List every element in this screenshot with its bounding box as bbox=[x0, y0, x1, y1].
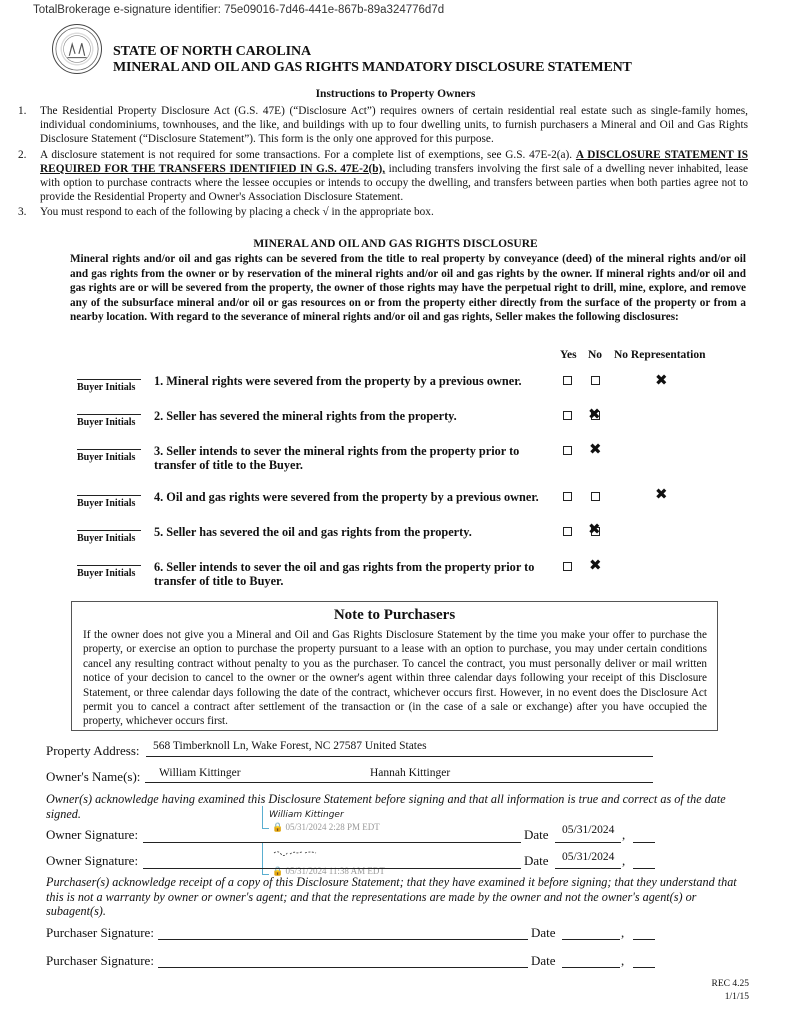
purchaser-year-1-line[interactable] bbox=[633, 939, 655, 940]
property-address-label: Property Address: bbox=[46, 743, 140, 758]
instruction-item-2 bbox=[18, 148, 748, 205]
owner-date-2-input[interactable]: 05/31/2024 bbox=[562, 851, 615, 863]
buyer-initials-field[interactable]: Buyer Initials bbox=[77, 379, 141, 393]
question-text: 3. Seller intends to sever the mineral rights from the property prior to transfer of title to the Buyer. bbox=[154, 444, 520, 472]
checkbox-yes[interactable] bbox=[563, 446, 572, 455]
owner-date-2-label: Date bbox=[524, 853, 549, 868]
signature-bracket bbox=[262, 806, 263, 828]
checkbox-yes[interactable] bbox=[563, 562, 572, 571]
question-text: 5. Seller has severed the oil and gas rights from the property. bbox=[154, 525, 472, 539]
owner-acknowledgement: Owner(s) acknowledge having examined this Disclosure Statement before signing and that all information is true and correct as of the date signed. bbox=[46, 792, 726, 821]
seal-emblem-icon bbox=[53, 25, 101, 73]
instruction-number: 1. bbox=[18, 105, 27, 117]
note-title: Note to Purchasers bbox=[333, 607, 456, 623]
owner-signature-1-stamp bbox=[272, 822, 380, 833]
form-date: 1/1/15 bbox=[724, 992, 749, 1002]
purchaser-date-2-label: Date bbox=[531, 953, 556, 968]
purchaser-date-2-line[interactable] bbox=[562, 967, 620, 968]
column-no: No bbox=[588, 349, 603, 361]
signature-bracket bbox=[262, 843, 263, 874]
title-form: MINERAL AND OIL AND GAS RIGHTS MANDATORY DISCLOSURE STATEMENT bbox=[113, 60, 632, 75]
question-text: 2. Seller has severed the mineral rights from the property. bbox=[154, 409, 457, 423]
lock-icon: 🔒 bbox=[272, 866, 284, 876]
instruction-text-before: A disclosure statement is not required for some transactions. For a complete list of exemptions, see G.S. 47E-2(a). bbox=[40, 148, 576, 161]
checkbox-yes[interactable] bbox=[563, 376, 572, 385]
checkmark-no-representation-icon[interactable]: ✖ bbox=[655, 371, 668, 389]
checkmark-no-icon[interactable]: ✖ bbox=[588, 405, 601, 423]
checkbox-no[interactable] bbox=[591, 492, 600, 501]
owner-signature-2-line[interactable] bbox=[143, 868, 521, 869]
date-comma: , bbox=[621, 925, 625, 940]
esignature-identifier: TotalBrokerage e-signature identifier: 75e09016-7d46-441e-867b-89a324776d7d bbox=[33, 4, 445, 16]
form-footer bbox=[712, 978, 749, 1004]
title-state: STATE OF NORTH CAROLINA bbox=[113, 44, 312, 59]
note-to-purchasers-box bbox=[71, 601, 718, 731]
owners-name-line bbox=[145, 782, 653, 783]
owners-name-label: Owner's Name(s): bbox=[46, 769, 141, 784]
checkbox-yes[interactable] bbox=[563, 527, 572, 536]
question-text: 4. Oil and gas rights were severed from the property by a previous owner. bbox=[154, 490, 539, 504]
owner-date-1-input[interactable]: 05/31/2024 bbox=[562, 824, 615, 836]
purchaser-acknowledgement: Purchaser(s) acknowledge receipt of a copy of this Disclosure Statement; that they have examined it before signing; that they understand that this is not a warranty by owner or owner's agent; and that the representations are made by the owner and not the owner's agent(s) or subagent(s). bbox=[46, 875, 737, 919]
owner-date-1-line bbox=[555, 842, 621, 843]
instruction-emphasis: A DISCLOSURE STATEMENT IS REQUIRED FOR THE TRANSFERS IDENTIFIED IN G.S. 47E-2(b), bbox=[40, 148, 748, 175]
owner-name-1-input[interactable]: William Kittinger bbox=[159, 767, 241, 779]
date-comma: , bbox=[622, 827, 626, 842]
nc-seal-icon bbox=[52, 24, 102, 74]
owner-name-2-input[interactable]: Hannah Kittinger bbox=[370, 767, 451, 779]
purchaser-signature-2-label: Purchaser Signature: bbox=[46, 953, 154, 968]
instruction-text: The Residential Property Disclosure Act (G.S. 47E) (“Disclosure Act”) requires owners of certain residential real estate such as single-family homes, individual condominiums, townhouses, and the like, and buildings with up to four dwelling units, to furnish purchasers a Mineral and Oil and Gas Rights Disclosure Statement (“Disclosure Statement”). This form is the only one approved for this purpose. bbox=[40, 105, 748, 146]
instruction-text-after: including transfers involving the first sale of a dwelling never inhabited, lease with option to purchase contracts where the lessee occupies or intends to occupy the dwelling, and transfers between parties when both parties agree not to provide the Residential Property and Owner's Association Disclosure Statement. bbox=[40, 162, 749, 204]
checkmark-no-representation-icon[interactable]: ✖ bbox=[655, 485, 668, 503]
owner-signature-2-label: Owner Signature: bbox=[46, 853, 139, 868]
instruction-item-1 bbox=[18, 104, 748, 147]
signature-bracket bbox=[262, 828, 269, 829]
purchaser-signature-1-line[interactable] bbox=[158, 939, 528, 940]
disclosure-paragraph: Mineral rights and/or oil and gas rights can be severed from the title to real property by conveyance (deed) of the mineral rights and/or oil and gas rights from the owner or by reservation of the mineral rights and/or oil and gas rights by the owner. If mineral rights and/or oil and gas rights are or will be severed from the property, the owner of those rights may have the perpetual right to drill, mine, explore, and remove any of the subsurface mineral and/or oil or gas resources on or from the property either directly from the surface of the property or from a nearby location. With regard to the severance of mineral rights and/or oil and gas rights, Seller makes the following disclosures: bbox=[70, 253, 746, 323]
stamp-text: 05/31/2024 2:28 PM EDT bbox=[285, 822, 380, 832]
checkmark-no-icon[interactable]: ✖ bbox=[589, 440, 602, 458]
checkbox-yes[interactable] bbox=[563, 492, 572, 501]
buyer-initials-field[interactable]: Buyer Initials bbox=[77, 530, 141, 544]
buyer-initials-field[interactable]: Buyer Initials bbox=[77, 565, 141, 579]
checkmark-no-icon[interactable]: ✖ bbox=[589, 556, 602, 574]
date-comma: , bbox=[621, 953, 625, 968]
instruction-number: 3. bbox=[18, 206, 27, 219]
purchaser-year-2-line[interactable] bbox=[633, 967, 655, 968]
checkmark-no-icon[interactable]: ✖ bbox=[588, 520, 601, 538]
purchaser-signature-1-label: Purchaser Signature: bbox=[46, 925, 154, 940]
owner-signature-2-scribble-icon bbox=[272, 848, 322, 858]
property-address-line bbox=[146, 756, 653, 757]
note-body: If the owner does not give you a Mineral and Oil and Gas Rights Disclosure Statement by the time you make your offer to purchase the property, or exercise an option to purchase the property pursuant to a lease with an option to purchase, you may under certain conditions cancel any resulting contract without penalty to you as the purchaser. To cancel the contract, you must personally deliver or mail written notice of your decision to cancel to the owner or the owner's agent within three calendar days following your receipt of this Disclosure Statement, or three calendar days following the date of the contract, whichever occurs first. However, in no event does the Disclosure Act permit you to cancel a contract after settlement of the transaction or (in the case of a sale or exchange) after you have occupied the property, whichever occurs first. bbox=[83, 629, 707, 728]
instruction-text bbox=[40, 148, 748, 205]
owner-year-1-line[interactable] bbox=[633, 842, 655, 843]
buyer-initials-field[interactable]: Buyer Initials bbox=[77, 449, 141, 463]
owner-signature-1-label: Owner Signature: bbox=[46, 827, 139, 842]
date-comma: , bbox=[622, 853, 626, 868]
question-text: 1. Mineral rights were severed from the property by a previous owner. bbox=[154, 374, 522, 388]
instructions-list bbox=[18, 104, 748, 221]
purchaser-signature-2-line[interactable] bbox=[158, 967, 528, 968]
column-no-representation: No Representation bbox=[614, 349, 706, 361]
column-yes: Yes bbox=[560, 349, 577, 361]
instruction-number: 2. bbox=[18, 148, 27, 161]
question-text: 6. Seller intends to sever the oil and gas rights from the property prior to transfer of title to Buyer. bbox=[154, 560, 535, 588]
property-address-input[interactable]: 568 Timberknoll Ln, Wake Forest, NC 27587 United States bbox=[153, 740, 427, 752]
form-code: REC 4.25 bbox=[711, 979, 749, 989]
disclosure-heading: MINERAL AND OIL AND GAS RIGHTS DISCLOSURE bbox=[253, 238, 538, 250]
checkbox-no[interactable] bbox=[591, 376, 600, 385]
owner-date-1-label: Date bbox=[524, 827, 549, 842]
owner-signature-1-line[interactable] bbox=[143, 842, 521, 843]
stamp-text: 05/31/2024 11:38 AM EDT bbox=[285, 866, 385, 876]
purchaser-date-1-line[interactable] bbox=[562, 939, 620, 940]
owner-signature-1-text: William Kittinger bbox=[269, 810, 344, 820]
owner-date-2-line bbox=[555, 868, 621, 869]
instruction-item-3 bbox=[18, 205, 748, 219]
instruction-text: You must respond to each of the following by placing a check √ in the appropriate box. bbox=[40, 206, 434, 219]
instructions-heading: Instructions to Property Owners bbox=[315, 88, 476, 100]
checkbox-yes[interactable] bbox=[563, 411, 572, 420]
buyer-initials-field[interactable]: Buyer Initials bbox=[77, 495, 141, 509]
buyer-initials-field[interactable]: Buyer Initials bbox=[77, 414, 141, 428]
purchaser-date-1-label: Date bbox=[531, 925, 556, 940]
owner-year-2-line[interactable] bbox=[633, 868, 655, 869]
lock-icon: 🔒 bbox=[272, 822, 284, 832]
